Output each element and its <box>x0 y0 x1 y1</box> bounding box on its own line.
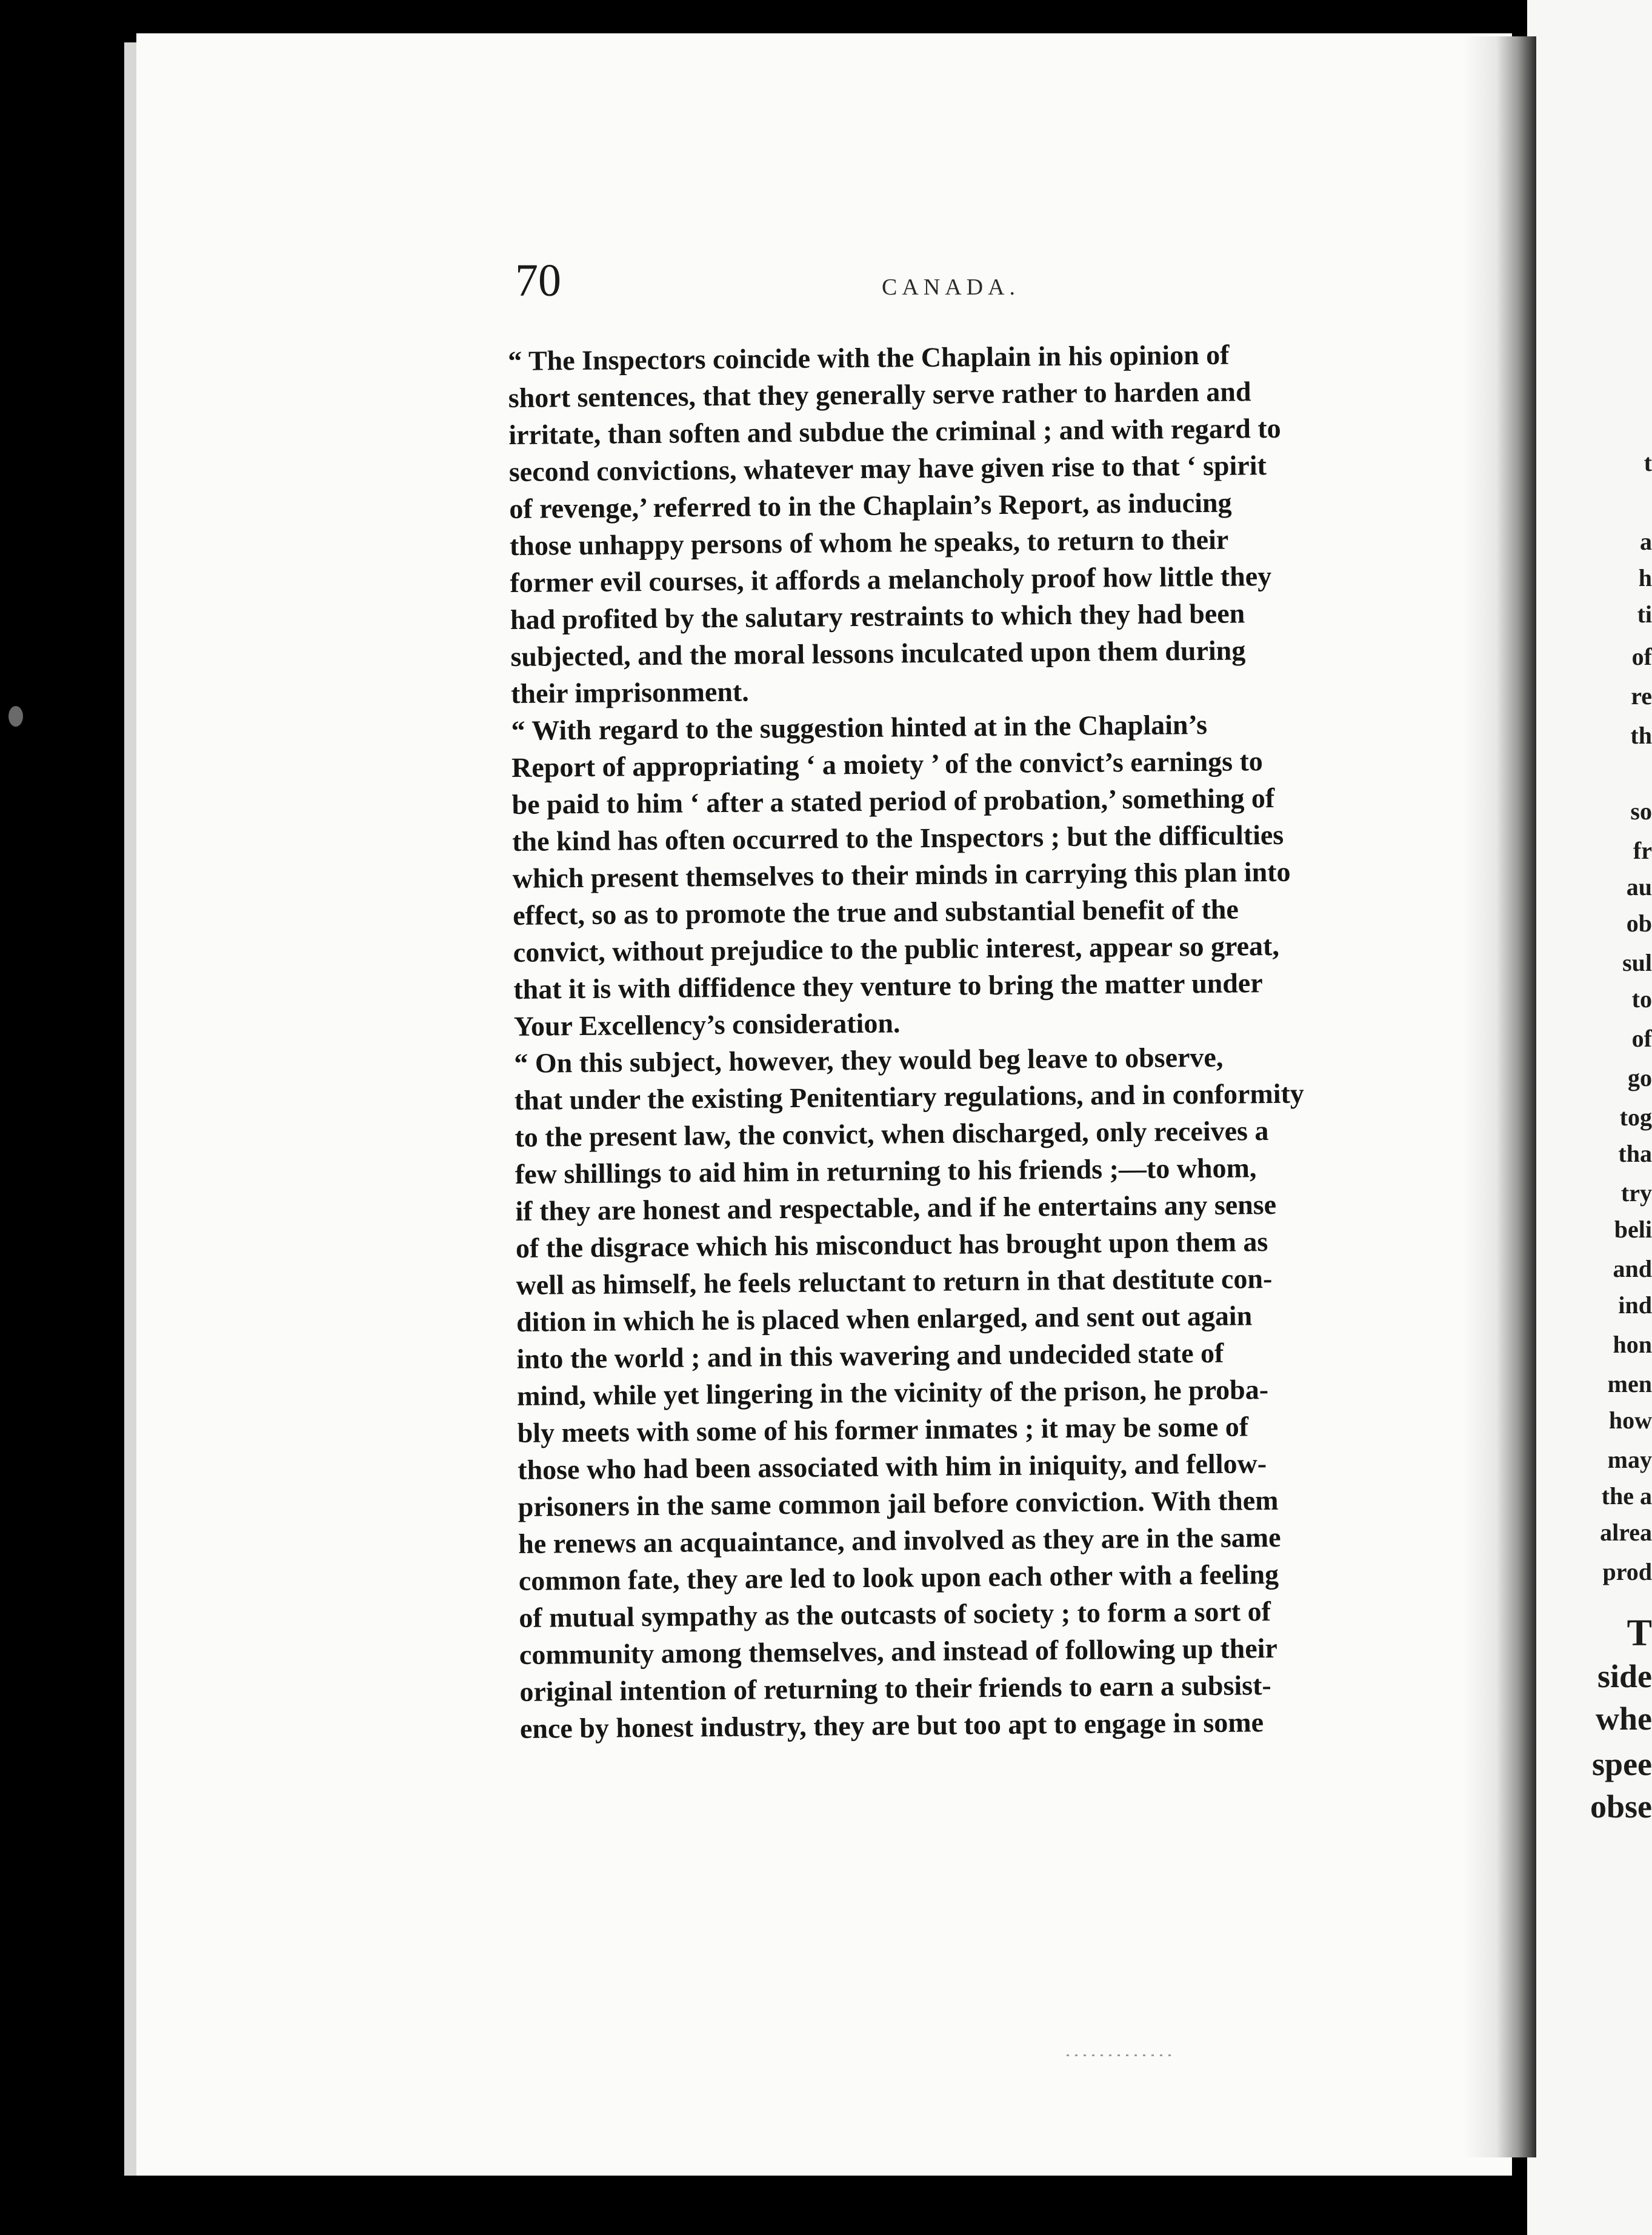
page-specks <box>1067 2054 1176 2056</box>
facing-page-fragment: a <box>1640 528 1652 555</box>
text-line: “ On this subject, however, they would beg leave to observe, <box>514 1041 1224 1079</box>
facing-page-fragment: hon <box>1613 1331 1652 1358</box>
text-line: effect, so as to promote the true and substantial benefit of the <box>513 893 1239 931</box>
text-line: that under the existing Penitentiary regulations, and in conformity <box>514 1078 1305 1116</box>
facing-page-fragment: of <box>1631 1025 1652 1052</box>
text-line: few shillings to aid him in returning to his friends ;—to whom, <box>515 1152 1257 1190</box>
text-line: of revenge,’ referred to in the Chaplain’s Report, as inducing <box>509 487 1232 524</box>
facing-page-fragment: prod <box>1602 1558 1652 1585</box>
facing-page-fragment: ind <box>1618 1291 1652 1319</box>
facing-page-fragment: au <box>1626 873 1652 901</box>
text-line: mind, while yet lingering in the vicinity of the prison, he proba- <box>516 1374 1269 1411</box>
facing-page-fragment: whe <box>1596 1700 1652 1737</box>
facing-page-fragment: to <box>1631 985 1652 1013</box>
text-line: he renews an acquaintance, and involved as they are in the same <box>518 1521 1281 1559</box>
text-line: common fate, they are led to look upon each other with a feeling <box>518 1558 1279 1596</box>
text-line: those unhappy persons of whom he speaks, to return to their <box>509 524 1229 561</box>
text-line: Your Excellency’s consideration. <box>513 1007 901 1042</box>
running-head: CANADA. <box>882 275 1021 300</box>
text-line: to the present law, the convict, when discharged, only receives a <box>515 1115 1269 1153</box>
facing-page-fragment: T <box>1627 1613 1652 1654</box>
facing-page-fragment: so <box>1630 798 1652 825</box>
paragraph <box>514 1038 1368 1747</box>
text-line: irritate, than soften and subdue the criminal ; and with regard to <box>508 412 1281 450</box>
facing-page-fragment: the a <box>1601 1482 1652 1510</box>
facing-page-fragment: go <box>1628 1064 1652 1091</box>
text-line: of mutual sympathy as the outcasts of society ; to form a sort of <box>519 1596 1271 1633</box>
text-line: which present themselves to their minds in carrying this plan into <box>512 856 1291 894</box>
facing-page-fragment: fr <box>1633 837 1652 864</box>
paragraph <box>511 705 1362 1045</box>
paragraph <box>508 335 1359 712</box>
body-text <box>508 335 1368 1747</box>
text-line: dition in which he is placed when enlarged, and sent out again <box>516 1300 1253 1337</box>
text-line: the kind has often occurred to the Inspectors ; but the difficulties <box>511 819 1284 857</box>
text-line: into the world ; and in this wavering and undecided state of <box>516 1337 1224 1374</box>
facing-page-fragment: and <box>1613 1255 1652 1282</box>
text-line: Report of appropriating ‘ a moiety ’ of the convict’s earnings to <box>511 745 1264 783</box>
facing-page-fragment: try <box>1620 1179 1652 1207</box>
facing-page-fragment: men <box>1607 1370 1652 1397</box>
text-line: be paid to him ‘ after a stated period of probation,’ something of <box>511 782 1275 820</box>
facing-page-fragment: ti <box>1637 601 1652 628</box>
facing-page-fragment: re <box>1631 682 1652 710</box>
facing-page-fragment: may <box>1607 1446 1652 1473</box>
text-line: convict, without prejudice to the public interest, appear so great, <box>513 930 1280 968</box>
text-line: prisoners in the same common jail before conviction. With them <box>518 1484 1279 1522</box>
text-line: if they are honest and respectable, and if he entertains any sense <box>515 1188 1277 1227</box>
facing-page-fragment: of <box>1631 643 1652 670</box>
text-line: had profited by the salutary restraints to which they had been <box>510 598 1245 635</box>
text-line: “ The Inspectors coincide with the Chaplain in his opinion of <box>508 339 1230 376</box>
facing-page-fragment: t <box>1644 449 1652 476</box>
facing-page-fragment: h <box>1638 564 1652 591</box>
text-line: original intention of returning to their friends to earn a subsist- <box>519 1670 1271 1707</box>
facing-page-fragment: tog <box>1619 1104 1652 1131</box>
page-gutter-shadow <box>1464 36 1536 2157</box>
text-line: bly meets with some of his former inmates ; it may be some of <box>517 1411 1249 1448</box>
text-line: that it is with diffidence they venture to bring the matter under <box>513 967 1263 1005</box>
facing-page-fragment: ob <box>1626 910 1652 937</box>
text-line: ence by honest industry, they are but too apt to engage in some <box>519 1707 1264 1744</box>
facing-page-fragment: obse <box>1590 1788 1652 1825</box>
text-line: those who had been associated with him in iniquity, and fellow- <box>518 1448 1267 1485</box>
text-line: their imprisonment. <box>510 676 749 709</box>
facing-page <box>1527 0 1652 2235</box>
scan-smudge <box>8 706 23 727</box>
text-line: subjected, and the moral lessons inculcated upon them during <box>510 635 1246 672</box>
facing-page-fragment: side <box>1597 1658 1652 1694</box>
text-line: short sentences, that they generally serve rather to harden and <box>508 376 1251 413</box>
text-line: second convictions, whatever may have given rise to that ‘ spirit <box>508 450 1267 487</box>
text-line: community among themselves, and instead of following up their <box>519 1633 1278 1670</box>
text-line: well as himself, he feels reluctant to return in that destitute con- <box>516 1263 1273 1301</box>
facing-page-fragment: how <box>1608 1407 1652 1434</box>
facing-page-fragment: th <box>1630 722 1652 749</box>
text-line: of the disgrace which his misconduct has brought upon them as <box>515 1226 1268 1264</box>
facing-page-fragment: tha <box>1618 1140 1652 1167</box>
facing-page-fragment: sul <box>1622 949 1652 976</box>
facing-page-fragment: beli <box>1614 1216 1652 1243</box>
facing-page-fragment: alrea <box>1600 1519 1652 1546</box>
text-line: “ With regard to the suggestion hinted at in the Chaplain’s <box>511 708 1208 746</box>
facing-page-fragment: spee <box>1592 1746 1652 1782</box>
text-line: former evil courses, it affords a melancholy proof how little they <box>510 561 1272 598</box>
page-number: 70 <box>515 255 561 306</box>
